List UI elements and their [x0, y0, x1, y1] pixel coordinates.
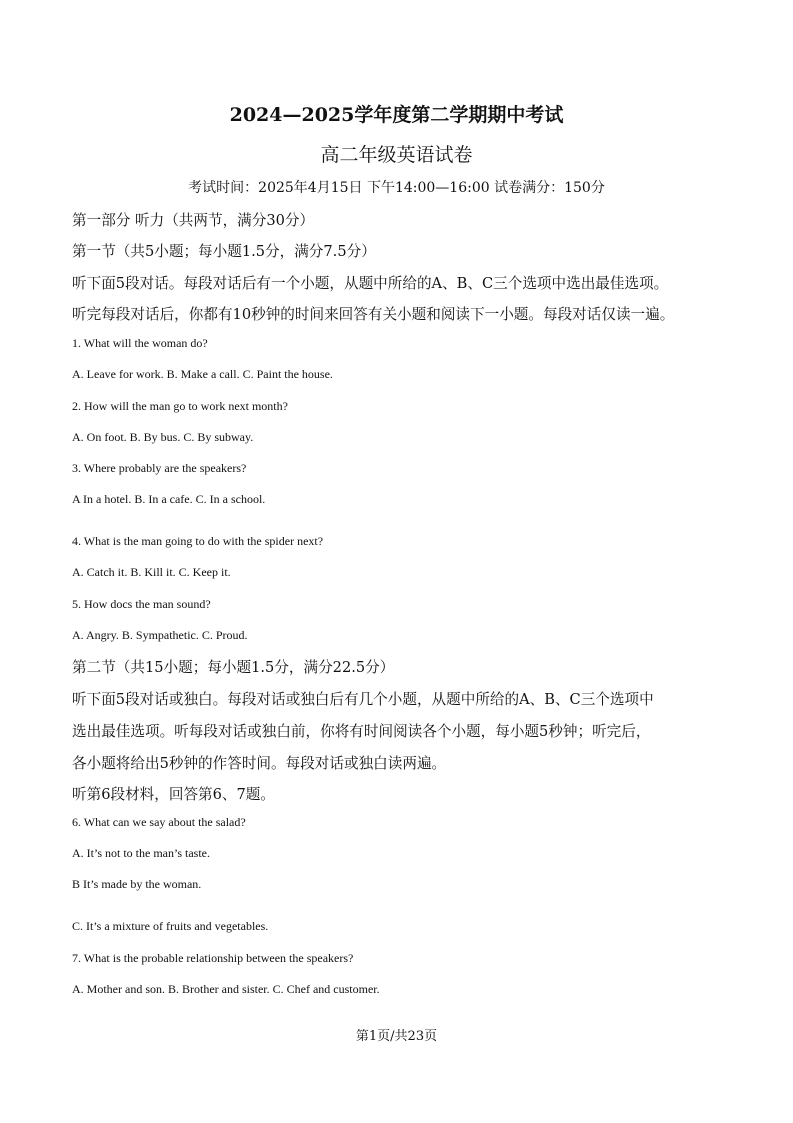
question-text: 5. How docs the man sound?	[72, 597, 211, 611]
section2-instruction: 听下面5段对话或独白。每段对话或独白后有几个小题，从题中所给的A、B、C三个选项中	[72, 691, 654, 708]
option-c: C. It’s a mixture of fruits and vegetables.	[72, 919, 269, 933]
question-text: 2. How will the man go to work next month?	[72, 399, 288, 413]
question-text: 7. What is the probable relationship between the speakers?	[72, 951, 354, 965]
part1-heading: 第一部分 听力（共两节，满分30分）	[72, 212, 315, 229]
question-options: A. Angry. B. Sympathetic. C. Proud.	[72, 628, 248, 642]
question-text: 1. What will the woman do?	[72, 336, 208, 350]
option-a: A. It’s not to the man’s taste.	[72, 846, 210, 860]
section1-instruction: 听下面5段对话。每段对话后有一个小题，从题中所给的A、B、C三个选项中选出最佳选项。	[72, 275, 669, 292]
page-number: 第1页/共23页	[355, 1029, 438, 1044]
exam-subtitle: 高二年级英语试卷	[320, 144, 473, 166]
exam-info: 考试时间：2025年4月15日 下午14:00—16:00 试卷满分：150分	[188, 180, 605, 196]
question-options: A In a hotel. B. In a cafe. C. In a school.	[72, 492, 266, 506]
question-options: A. Catch it. B. Kill it. C. Keep it.	[72, 565, 231, 579]
section1-instruction: 听完每段对话后，你都有10秒钟的时间来回答有关小题和阅读下一小题。每段对话仅读一遍。	[72, 306, 675, 323]
question-text: 3. Where probably are the speakers?	[72, 461, 247, 475]
question-options: A. On foot. B. By bus. C. By subway.	[72, 430, 254, 444]
question-text: 4. What is the man going to do with the spider next?	[72, 534, 324, 548]
exam-title: 2024—2025学年度第二学期期中考试	[229, 104, 564, 126]
section2-instruction: 各小题将给出5秒钟的作答时间。每段对话或独白读两遍。	[72, 755, 447, 772]
section2-instruction: 选出最佳选项。听每段对话或独白前，你将有时间阅读各个小题，每小题5秒钟；听完后，	[72, 723, 651, 740]
section1-heading: 第一节（共5小题；每小题1.5分，满分7.5分）	[72, 243, 376, 260]
section2-heading: 第二节（共15小题；每小题1.5分，满分22.5分）	[72, 659, 395, 676]
material-note: 听第6段材料，回答第6、7题。	[72, 786, 275, 803]
question-text: 6. What can we say about the salad?	[72, 815, 246, 829]
question-options: A. Mother and son. B. Brother and sister. C. Chef and customer.	[72, 982, 380, 996]
question-options: A. Leave for work. B. Make a call. C. Paint the house.	[72, 367, 333, 381]
option-b: B It’s made by the woman.	[72, 877, 202, 891]
